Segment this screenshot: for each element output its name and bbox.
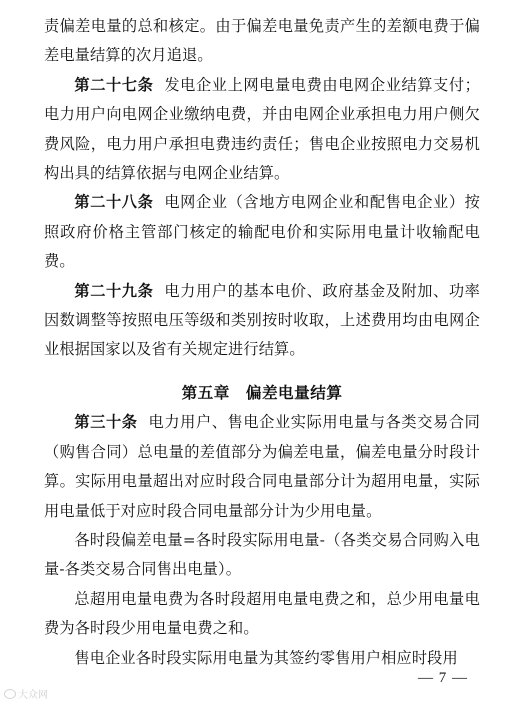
article-29 [44, 277, 480, 365]
watermark-logo-icon [4, 689, 16, 699]
article-30-text: 电力用户、售电企业实际用电量与各类交易合同（购售合同）总电量的差值部分为偏差电量，偏差电量分时段计算。实际用电量超出对应时段合同电量部分计为超用电量，实际用电量低于对应时段合同电量部分计为少用电量。 [44, 413, 480, 520]
paragraph-continuation: 责偏差电量的总和核定。由于偏差电量免责产生的差额电费于偏差电量结算的次月追退。 [44, 17, 480, 65]
article-30 [44, 408, 480, 526]
document-body [44, 12, 480, 673]
chapter-number: 第五章 [181, 383, 230, 402]
article-29-heading: 第二十九条 [74, 281, 154, 300]
article-27 [44, 71, 480, 189]
watermark-text: 大众网 [18, 690, 48, 701]
article-28 [44, 188, 480, 276]
article-27-text: 发电企业上网电量电费由电网企业结算支付；电力用户向电网企业缴纳电费，并由电网企业承担电力用户侧欠费风险，电力用户承担电费违约责任；售电企业按照电力交易机构出具的结算依据与电网企业结算。 [44, 75, 481, 183]
chapter-heading [44, 379, 480, 408]
paragraph-retail-usage: 售电企业各时段实际用电量为其签约零售用户相应时段用 [74, 648, 458, 667]
paragraph-deviation-formula: 各时段偏差电量=各时段实际用电量-（各类交易合同购入电量-各类交易合同售出电量）。 [44, 530, 480, 579]
paragraph-total-fees: 总超用电量电费为各时段超用电量电费之和，总少用电量电费为各时段少用电量电费之和。 [44, 589, 480, 638]
chapter-title: 偏差电量结算 [245, 383, 343, 402]
article-28-heading: 第二十八条 [74, 193, 154, 212]
watermark [4, 686, 48, 701]
article-28-text: 电网企业（含地方电网企业和配售电企业）按照政府价格主管部门核定的输配电价和实际用电量计收输配电费。 [44, 193, 481, 271]
page-number: — 7 — [418, 670, 468, 686]
article-27-heading: 第二十七条 [74, 75, 154, 94]
article-30-heading: 第三十条 [74, 413, 138, 432]
article-29-text: 电力用户的基本电价、政府基金及附加、功率因数调整等按照电压等级和类别按时收取，上述费用均由电网企业根据国家以及省有关规定进行结算。 [44, 281, 481, 359]
